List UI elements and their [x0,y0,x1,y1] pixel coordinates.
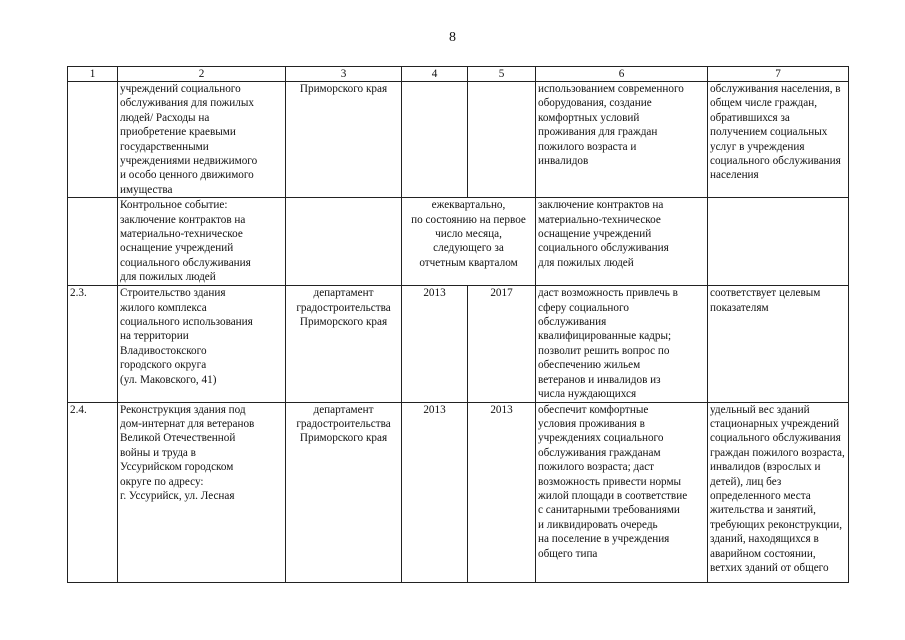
indicator-link: удельный вес зданий стационарных учреждений социального обслуживания граждан пожилого возраста, инвалидов (взрослых и детей), лиц без определенного места жительства и занятий, требующих реконструкции, зданий, находящихся в аварийном состоянии, ветхих зданий от общего [708,402,849,582]
expected-result: использованием современного оборудования, создание комфортных условий проживания для граждан пожилого возраста и инвалидов [536,82,708,198]
row-number: 2.3. [68,286,118,402]
table-row [68,82,849,198]
indicator-link: обслуживания населения, в общем числе граждан, обратившихся за получением социальных услуг в учреждения социального обслуживания населения [708,82,849,198]
header-cell: 6 [536,67,708,82]
control-event: Контрольное событие: заключение контрактов на материально-техническое оснащение учреждений социального обслуживания для пожилых людей [118,198,286,286]
header-cell: 5 [468,67,536,82]
deadline-period: ежеквартально, по состоянию на первое число месяца, следующего за отчетным кварталом [402,198,536,286]
executor: департамент градостроительства Приморского края [286,402,402,582]
indicator-link: соответствует целевым показателям [708,286,849,402]
measure-name: Реконструкция здания под дом-интернат для ветеранов Великой Отечественной войны и труда в Уссурийском городском округе по адресу: г. Уссурийск, ул. Лесная [118,402,286,582]
header-row [68,67,849,82]
header-cell: 3 [286,67,402,82]
start-year [402,82,468,198]
program-table [67,66,849,583]
expected-result: заключение контрактов на материально-техническое оснащение учреждений социального обслуживания для пожилых людей [536,198,708,286]
end-year [468,82,536,198]
end-year: 2017 [468,286,536,402]
end-year: 2013 [468,402,536,582]
table-row [68,198,849,286]
executor [286,198,402,286]
executor: департамент градостроительства Приморского края [286,286,402,402]
header-cell: 2 [118,67,286,82]
indicator-link [708,198,849,286]
executor: Приморского края [286,82,402,198]
measure-name: Строительство здания жилого комплекса социального использования на территории Владивостокского городского округа (ул. Маковского, 41) [118,286,286,402]
row-number: 2.4. [68,402,118,582]
start-year: 2013 [402,286,468,402]
table-row [68,402,849,582]
header-cell: 7 [708,67,849,82]
header-cell: 4 [402,67,468,82]
page-number: 8 [449,30,456,45]
table-row [68,286,849,402]
start-year: 2013 [402,402,468,582]
expected-result: обеспечит комфортные условия проживания в учреждениях социального обслуживания гражданам пожилого возраста; даст возможность привести нормы жилой площади в соответствие с санитарными требованиями и ликвидировать очередь на поселение в учреждения общего типа [536,402,708,582]
row-number [68,198,118,286]
expected-result: даст возможность привлечь в сферу социального обслуживания квалифицированные кадры; позволит решить вопрос по обеспечению жильем ветеранов и инвалидов из числа нуждающихся [536,286,708,402]
header-cell: 1 [68,67,118,82]
measure-name: учреждений социального обслуживания для пожилых людей/ Расходы на приобретение краевыми государственными учреждениями недвижимого и особо ценного движимого имущества [118,82,286,198]
row-number [68,82,118,198]
